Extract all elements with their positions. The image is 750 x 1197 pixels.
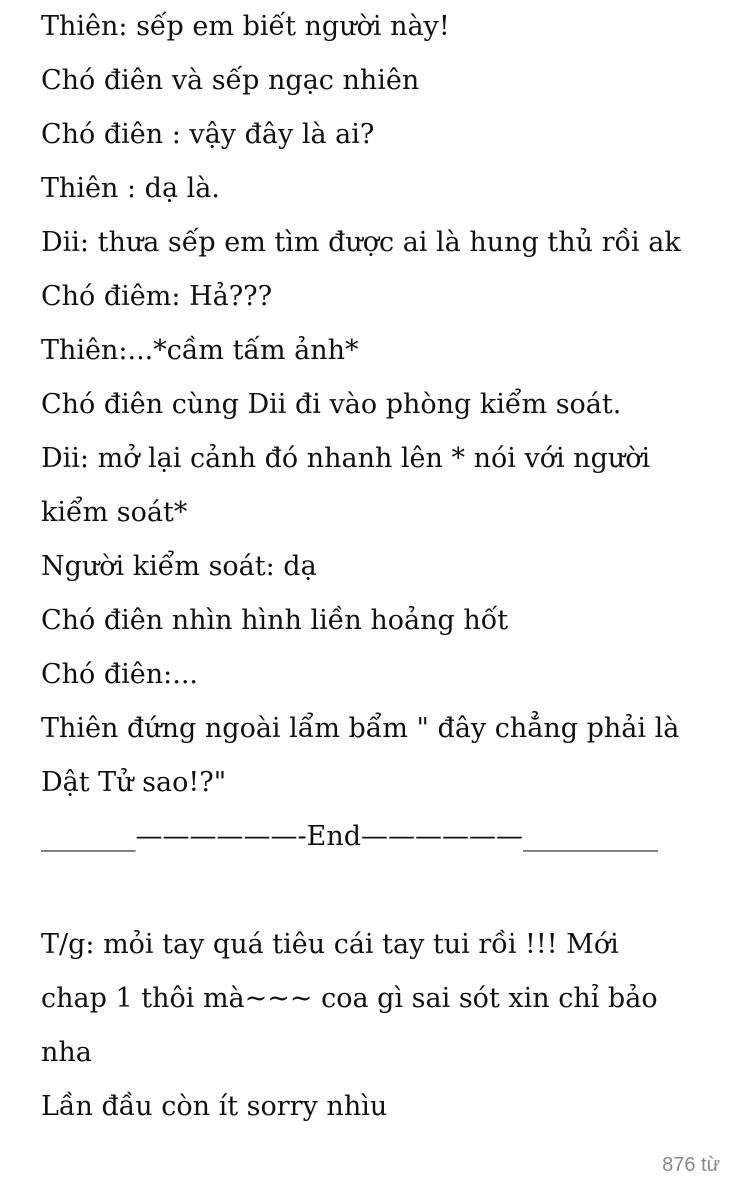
- author-note-line: chap 1 thôi mà~~~ coa gì sai sót xin chỉ bảo: [41, 983, 658, 1014]
- text-line: Dii: thưa sếp em tìm được ai là hung thủ rồi ak: [41, 227, 681, 258]
- text-line: Chó điên : vậy đây là ai?: [41, 119, 375, 150]
- blank-line: [41, 864, 721, 918]
- text-line: Dii: mở lại cảnh đó nhanh lên * nói với người: [41, 443, 651, 474]
- word-count: 876 từ: [662, 1154, 720, 1176]
- text-line: Thiên : dạ là.: [41, 173, 220, 204]
- text-line: Chó điên nhìn hình liền hoảng hốt: [41, 605, 509, 636]
- text-line: Chó điên và sếp ngạc nhiên: [41, 65, 420, 96]
- author-note-line: T/g: mỏi tay quá tiêu cái tay tui rồi !!! Mới: [41, 929, 619, 960]
- text-line: Chó điên cùng Dii đi vào phòng kiểm soát.: [41, 389, 622, 420]
- text-line: Thiên đứng ngoài lẩm bẩm " đây chẳng phải là: [41, 713, 680, 744]
- story-text: [41, 0, 721, 1134]
- author-note-line: nha: [41, 1037, 92, 1068]
- end-divider: _______——————-End——————__________: [41, 821, 659, 852]
- text-line: kiểm soát*: [41, 497, 188, 528]
- author-note-line: Lần đầu còn ít sorry nhìu: [41, 1091, 388, 1122]
- text-line: Thiên: sếp em biết người này!: [41, 11, 450, 42]
- text-line: Dật Tử sao!?": [41, 767, 227, 798]
- text-line: Người kiểm soát: dạ: [41, 551, 317, 582]
- text-line: Chó điêm: Hả???: [41, 281, 273, 312]
- text-line: Chó điên:...: [41, 659, 199, 690]
- text-line: Thiên:...*cầm tấm ảnh*: [41, 335, 359, 366]
